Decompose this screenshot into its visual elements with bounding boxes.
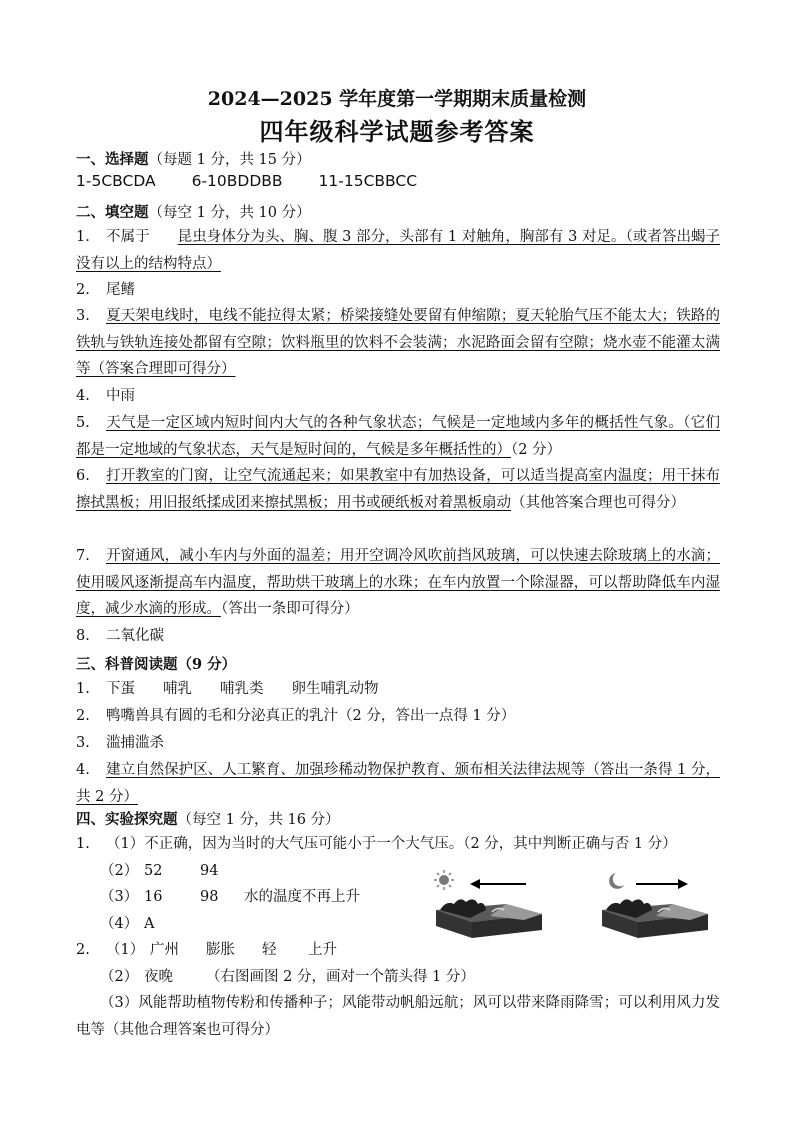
answer-text: 广州 (150, 942, 179, 958)
fill-q5 (76, 410, 720, 463)
sub-number: （2） (100, 863, 139, 879)
sun-icon (434, 870, 454, 890)
reading-q1 (76, 676, 720, 703)
answer-text: 水的温度不再上升 (244, 889, 360, 905)
answer-text: 98 (200, 889, 219, 905)
score-note: （2 分） (511, 441, 562, 458)
experiment-q2-part2 (100, 964, 475, 990)
question-number: 2. (76, 282, 90, 298)
section-2-note: （每空 1 分，共 10 分） (148, 205, 311, 221)
answer-text: 上升 (308, 942, 337, 958)
question-number: 3. (76, 308, 90, 324)
land-sea-block (602, 899, 708, 938)
reading-q4 (76, 757, 720, 810)
choice-answers (76, 172, 417, 190)
arrow-right-icon (636, 879, 688, 889)
question-number: 4. (76, 762, 90, 778)
question-number: 7. (76, 548, 90, 564)
question-number: 4. (76, 388, 90, 404)
answer-text: 下蛋 (106, 681, 135, 697)
answer-text-underlined: 天气是一定区域内短时间内大气的各种气象状态；气候是一定地域内多年的概括性气象。（它们都是一定地域的气象状态，天气是短时间的，气候是多年概括性的） (76, 415, 720, 458)
choice-answer-group: 11-15CBBCC (318, 172, 418, 190)
answer-text: 夜晚 (144, 969, 173, 985)
answer-text-underlined: 打开教室的门窗，让空气流通起来；如果教室中有加热设备，可以适当提高室内温度；用干抹布擦拭黑板；用旧报纸揉成团来擦拭黑板；用书或硬纸板对着黑板扇动 (76, 468, 720, 511)
answer-text-underlined: 开窗通风，减小车内与外面的温差；用开空调冷风吹前挡风玻璃，可以快速去除玻璃上的水滴；使用暖风逐渐提高车内温度，帮助烘干玻璃上的水珠；在车内放置一个除湿器，可以帮助降低车内湿度，减少水滴的形成。 (76, 548, 720, 617)
section-2-heading (76, 201, 311, 222)
section-4-note: （每空 1 分，共 16 分） (177, 812, 340, 828)
answer-text: 中雨 (106, 388, 135, 404)
day-scene (434, 870, 542, 938)
section-4-heading (76, 808, 340, 829)
answer-key-title: 四年级科学试题参考答案 (259, 117, 535, 146)
sub-number: （1） (106, 942, 145, 958)
answer-text: 16 (144, 889, 163, 905)
score-note: （答出一条即可得分） (221, 601, 359, 617)
reading-q2 (76, 703, 720, 730)
question-number: 2. (76, 942, 90, 958)
exam-title: 2024—2025 学年度第一学期期末质量检测 (207, 88, 587, 110)
fill-q8 (76, 623, 720, 650)
answer-text: 卵生哺乳动物 (291, 681, 379, 697)
experiment-q1-part2 (100, 858, 218, 884)
sub-number: （3） (100, 889, 139, 905)
reading-q3 (76, 730, 720, 757)
night-scene (602, 873, 708, 938)
answer-text: 滥捕滥杀 (106, 735, 164, 751)
fill-q7 (76, 543, 720, 623)
answer-text: A (144, 916, 155, 932)
section-2-title: 二、填空题 (76, 204, 149, 221)
score-note: （右图画图 2 分，画对一个箭头得 1 分） (206, 969, 475, 985)
answer-text-underlined: 夏天架电线时，电线不能拉得太紧；桥梁接缝处要留有伸缩隙；夏天轮胎气压不能太大；铁路的铁轨与铁轨连接处都留有空隙；饮料瓶里的饮料不会装满；水泥路面会留有空隙；烧水壶不能灌太满等（答案合理即可得分） (76, 308, 720, 377)
section-3-heading: 三、科普阅读题（9 分） (76, 656, 237, 673)
sub-number: （4） (100, 916, 139, 932)
question-number: 8. (76, 628, 90, 644)
answer-text-underlined: 建立自然保护区、人工繁育、加强珍稀动物保护教育、颁布相关法律法规等（答出一条得 1 分，共 2 分） (76, 762, 720, 805)
experiment-q1-part1 (76, 831, 720, 858)
arrow-left-icon (470, 879, 526, 889)
answer-text: （1）不正确，因为当时的大气压可能小于一个大气压。（2 分，其中判断正确与否 1 分） (106, 836, 677, 852)
answer-text: 膨胀 (206, 942, 235, 958)
section-1-heading (76, 148, 311, 169)
moon-icon (609, 873, 624, 889)
experiment-q1-part3 (100, 884, 360, 910)
question-number: 2. (76, 708, 90, 724)
fill-q4 (76, 383, 720, 410)
experiment-q2-part3: （3）风能帮助植物传粉和传播种子；风能带动帆船远航；风可以带来降雨降雪；可以利用风力发电等（其他合理答案也可得分） (76, 995, 720, 1038)
question-number: 1. (76, 681, 90, 697)
breeze-figure (430, 868, 718, 948)
answer-text-underlined: 昆虫身体分为头、胸、腹 3 部分，头部有 1 对触角，胸部有 3 对足。（或者答出蝎子没有以上的结构特点） (76, 229, 721, 272)
land-sea-block (436, 899, 542, 938)
answer-text: 二氧化碳 (106, 628, 164, 644)
answer-text: 轻 (262, 942, 277, 958)
question-number: 6. (76, 468, 90, 484)
section-1-note: （每题 1 分，共 15 分） (148, 152, 311, 168)
question-number: 1. (76, 229, 90, 245)
answer-text: 94 (200, 863, 219, 879)
fill-q2 (76, 277, 720, 304)
fill-q6 (76, 463, 720, 516)
answer-text: 不属于 (106, 229, 150, 245)
experiment-q1-part4 (100, 911, 154, 937)
question-number: 1. (76, 836, 90, 852)
answer-text: 哺乳类 (220, 681, 264, 697)
section-4-title: 四、实验探究题 (76, 811, 178, 828)
question-number: 5. (76, 415, 90, 431)
choice-answer-group: 1-5CBCDA (76, 172, 156, 190)
sub-number: （2） (100, 969, 139, 985)
score-note: （其他答案合理也可得分） (511, 494, 685, 511)
choice-answer-group: 6-10BDDBB (191, 172, 283, 190)
fill-q1 (76, 224, 720, 277)
answer-text: 52 (144, 863, 163, 879)
answer-text: 哺乳 (163, 681, 192, 697)
fill-q3 (76, 303, 720, 383)
answer-text: 尾鳍 (106, 282, 135, 298)
section-1-title: 一、选择题 (76, 151, 149, 168)
question-number: 3. (76, 735, 90, 751)
answer-text: 鸭嘴兽具有圆的毛和分泌真正的乳汁（2 分，答出一点得 1 分） (106, 708, 516, 724)
